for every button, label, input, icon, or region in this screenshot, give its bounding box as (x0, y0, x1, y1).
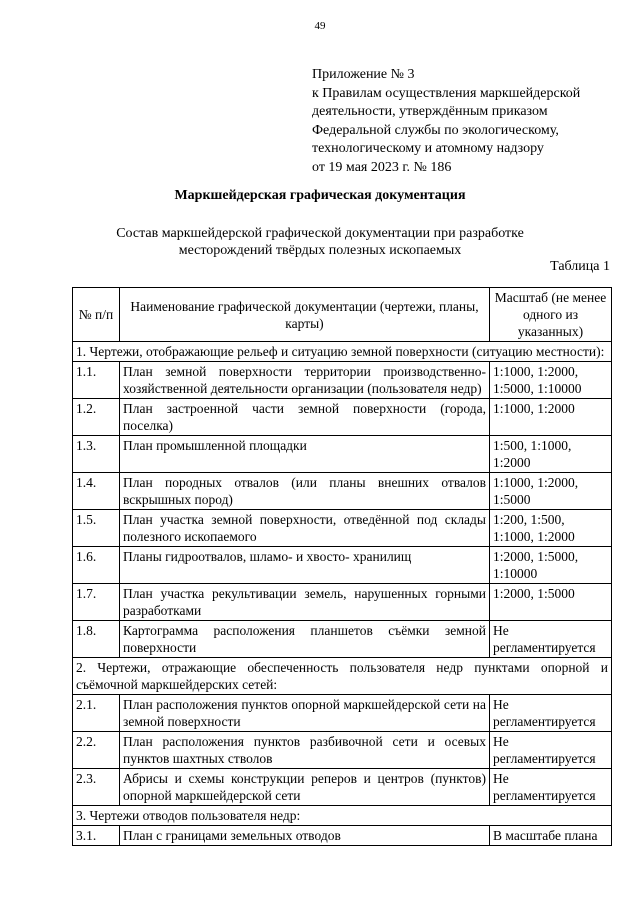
row-name: План земной поверхности территории производственно-хозяйственной деятельности организации (пользователя недр) (120, 362, 490, 399)
row-number: 1.3. (73, 436, 120, 473)
row-scale: 1:2000, 1:5000, 1:10000 (490, 547, 612, 584)
row-scale: 1:1000, 1:2000, 1:5000, 1:10000 (490, 362, 612, 399)
section-title: 2. Чертежи, отражающие обеспеченность пользователя недр пунктами опорной и съёмочной маркшейдерских сетей: (73, 658, 612, 695)
table-body (73, 342, 612, 846)
section-row (73, 806, 612, 826)
document-subtitle (0, 225, 640, 259)
row-scale: Не регламентируется (490, 769, 612, 806)
row-name: План застроенной части земной поверхности (города, поселка) (120, 399, 490, 436)
document-title: Маркшейдерская графическая документация (174, 188, 466, 203)
table-header-row (73, 288, 612, 342)
table-row (73, 732, 612, 769)
table-row (73, 547, 612, 584)
row-number: 1.2. (73, 399, 120, 436)
row-name: План с границами земельных отводов (120, 826, 490, 846)
row-name: Абрисы и схемы конструкции реперов и центров (пунктов) опорной маркшейдерской сети (120, 769, 490, 806)
appendix-line: Федеральной службы по экологическому, (312, 122, 559, 138)
row-number: 1.4. (73, 473, 120, 510)
row-name: План расположения пунктов разбивочной сети и осевых пунктов шахтных стволов (120, 732, 490, 769)
table-row (73, 510, 612, 547)
header-num: № п/п (73, 288, 120, 342)
header-name: Наименование графической документации (чертежи, планы, карты) (120, 288, 490, 342)
table-row (73, 436, 612, 473)
table-row (73, 695, 612, 732)
row-scale: 1:200, 1:500, 1:1000, 1:2000 (490, 510, 612, 547)
row-name: План участка рекультивации земель, нарушенных горными разработками (120, 584, 490, 621)
row-scale: Не регламентируется (490, 695, 612, 732)
row-number: 3.1. (73, 826, 120, 846)
table-row (73, 584, 612, 621)
section-title: 3. Чертежи отводов пользователя недр: (73, 806, 612, 826)
row-scale: Не регламентируется (490, 732, 612, 769)
table-label: Таблица 1 (550, 259, 610, 274)
row-number: 1.8. (73, 621, 120, 658)
row-name: План породных отвалов (или планы внешних отвалов вскрышных пород) (120, 473, 490, 510)
section-row (73, 658, 612, 695)
section-title: 1. Чертежи, отображающие рельеф и ситуацию земной поверхности (ситуацию местности): (73, 342, 612, 362)
documentation-table (72, 287, 612, 846)
row-scale: 1:500, 1:1000, 1:2000 (490, 436, 612, 473)
table-row (73, 399, 612, 436)
row-name: Картограмма расположения планшетов съёмки земной поверхности (120, 621, 490, 658)
table-row (73, 621, 612, 658)
row-scale: 1:1000, 1:2000 (490, 399, 612, 436)
appendix-line: деятельности, утверждённым приказом (312, 104, 548, 119)
row-number: 1.5. (73, 510, 120, 547)
row-number: 2.3. (73, 769, 120, 806)
row-number: 1.1. (73, 362, 120, 399)
section-row (73, 342, 612, 362)
appendix-line: Приложение № 3 (312, 67, 415, 82)
row-number: 1.6. (73, 547, 120, 584)
table-row (73, 362, 612, 399)
row-number: 2.1. (73, 695, 120, 732)
row-scale: 1:2000, 1:5000 (490, 584, 612, 621)
table-row (73, 826, 612, 846)
appendix-block (312, 66, 622, 177)
row-name: План расположения пунктов опорной маркшейдерской сети на земной поверхности (120, 695, 490, 732)
row-name: План промышленной площадки (120, 436, 490, 473)
subtitle-line: месторождений твёрдых полезных ископаемых (178, 243, 462, 258)
appendix-line: технологическому и атомному надзору (312, 141, 544, 156)
row-scale: Не регламентируется (490, 621, 612, 658)
table-row (73, 473, 612, 510)
header-scale: Масштаб (не менее одного из указанных) (490, 288, 612, 342)
appendix-line: от 19 мая 2023 г. № 186 (312, 159, 452, 175)
row-scale: В масштабе плана (490, 826, 612, 846)
page-number: 49 (314, 20, 326, 32)
row-name: План участка земной поверхности, отведённой под склады полезного ископаемого (120, 510, 490, 547)
table-row (73, 769, 612, 806)
row-number: 2.2. (73, 732, 120, 769)
row-scale: 1:1000, 1:2000, 1:5000 (490, 473, 612, 510)
subtitle-line: Состав маркшейдерской графической документации при разработке (116, 226, 524, 241)
row-name: Планы гидроотвалов, шламо- и хвосто- хранилищ (120, 547, 490, 584)
appendix-line: к Правилам осуществления маркшейдерской (312, 85, 581, 101)
row-number: 1.7. (73, 584, 120, 621)
